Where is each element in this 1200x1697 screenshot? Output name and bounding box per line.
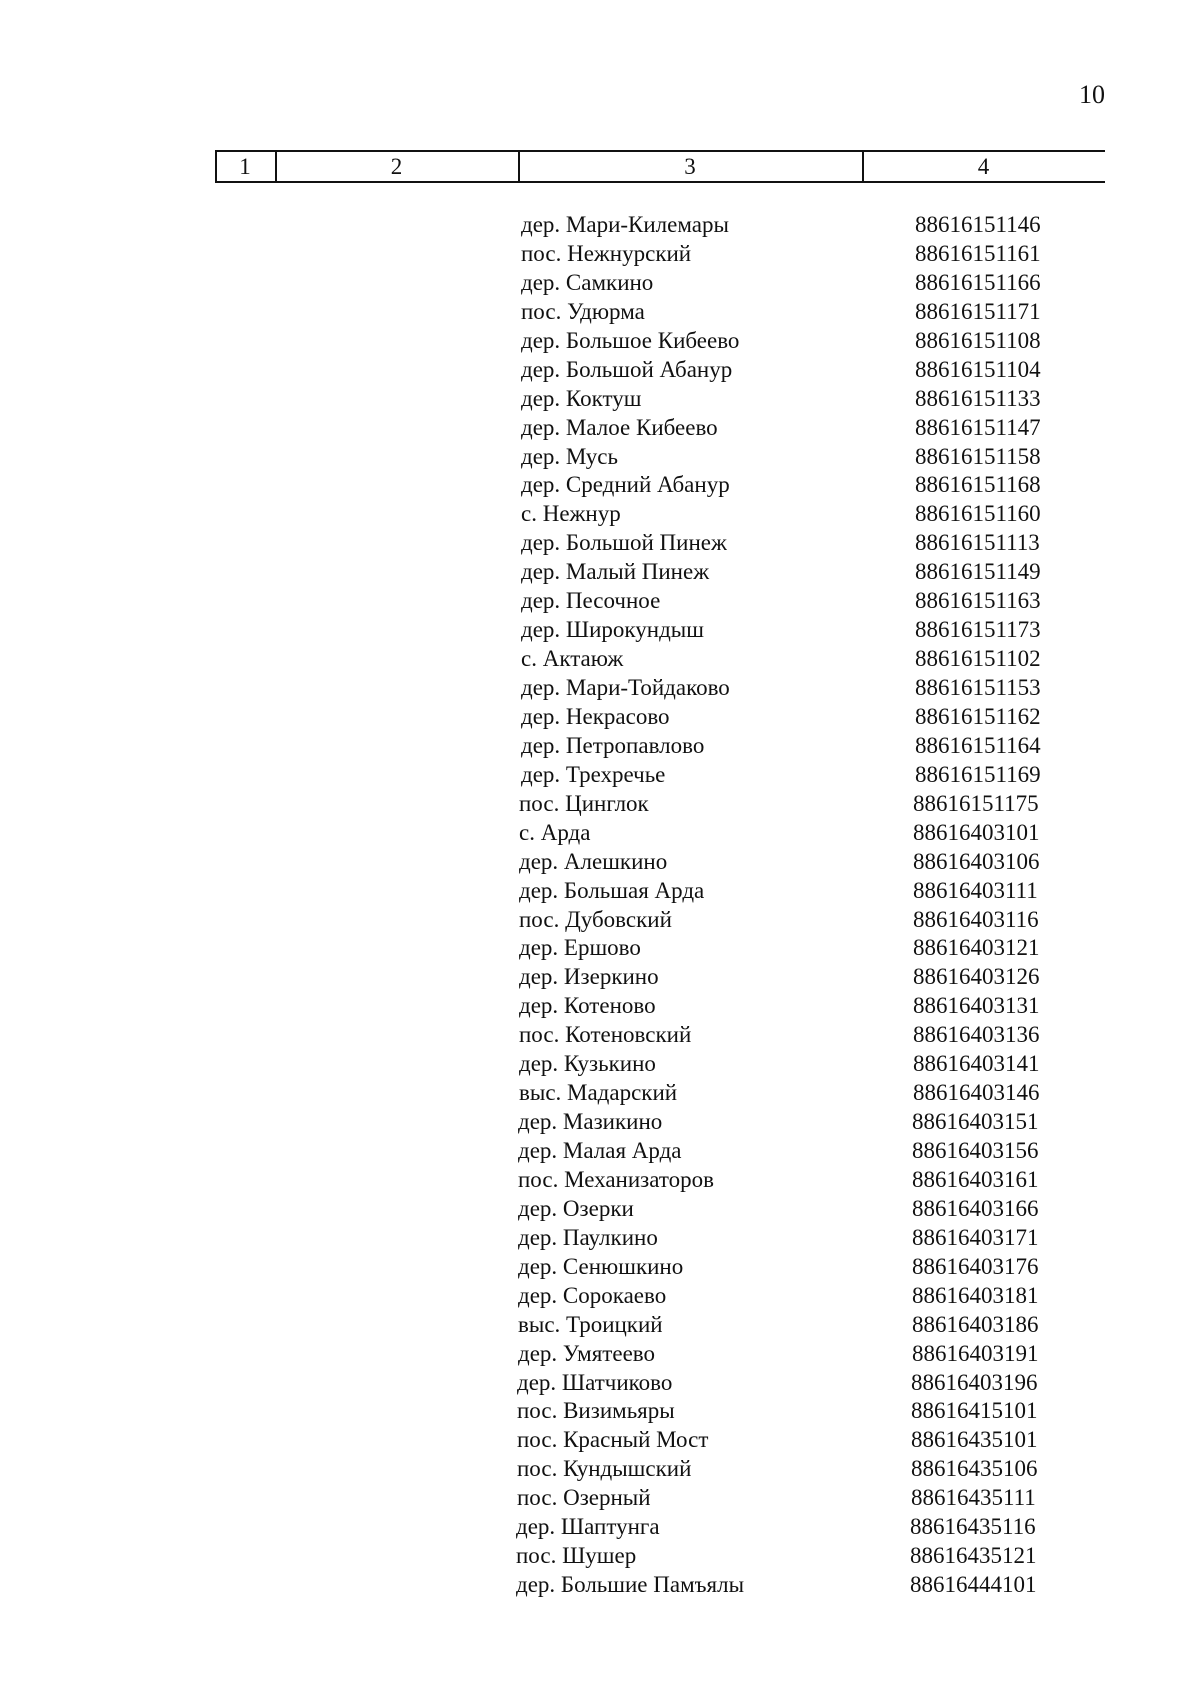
settlement-name: пос. Озерный xyxy=(517,1485,651,1511)
list-item xyxy=(505,906,1065,935)
settlement-code: 88616151153 xyxy=(915,675,1041,700)
settlement-name: дер. Широкундыш xyxy=(521,617,704,643)
table-header xyxy=(215,150,1105,184)
settlement-code: 88616403156 xyxy=(912,1138,1039,1163)
settlement-name: дер. Мари-Тойдаково xyxy=(521,675,730,700)
settlement-code: 88616403126 xyxy=(913,964,1040,990)
settlement-code: 88616403146 xyxy=(913,1080,1040,1106)
settlement-code: 88616403101 xyxy=(913,819,1040,845)
list-item xyxy=(505,1513,1065,1542)
list-item xyxy=(505,587,1065,616)
settlement-code: 88616403131 xyxy=(913,993,1040,1019)
settlement-code: 88616151173 xyxy=(915,617,1041,643)
settlement-name: пос. Цинглок xyxy=(519,790,649,816)
settlement-name: пос. Удюрма xyxy=(521,298,645,324)
list-item xyxy=(505,1542,1065,1571)
settlement-code: 88616151166 xyxy=(915,269,1041,295)
list-item xyxy=(505,674,1065,703)
list-item xyxy=(505,992,1065,1021)
settlement-name: дер. Большая Арда xyxy=(519,877,705,903)
list-item xyxy=(505,558,1065,587)
settlement-code: 88616403171 xyxy=(912,1224,1039,1250)
list-item xyxy=(505,934,1065,963)
settlement-code: 88616151175 xyxy=(913,790,1039,816)
settlement-code: 88616151108 xyxy=(915,327,1041,353)
settlement-code: 88616151164 xyxy=(915,732,1041,758)
settlement-name: дер. Петропавлово xyxy=(521,732,705,758)
list-item xyxy=(505,645,1065,674)
settlement-code: 88616151113 xyxy=(915,530,1040,556)
settlement-name: дер. Алешкино xyxy=(519,848,668,874)
settlement-code: 88616151171 xyxy=(915,298,1041,324)
list-item xyxy=(505,1021,1065,1050)
list-item xyxy=(505,1224,1065,1253)
list-item xyxy=(505,848,1065,877)
settlement-code: 88616403141 xyxy=(913,1051,1040,1077)
settlement-name: дер. Песочное xyxy=(521,588,661,614)
page-number: 10 xyxy=(1079,80,1105,109)
list-item xyxy=(505,500,1065,529)
settlement-name: пос. Нежнурский xyxy=(521,240,692,266)
list-item xyxy=(505,963,1065,992)
list-item xyxy=(505,703,1065,732)
list-item xyxy=(505,1108,1065,1137)
settlement-name: дер. Сорокаево xyxy=(518,1282,667,1308)
settlement-code: 88616403106 xyxy=(913,848,1040,874)
list-item xyxy=(505,356,1065,385)
settlement-code: 88616403111 xyxy=(913,877,1038,903)
settlement-code: 88616415101 xyxy=(911,1398,1038,1424)
settlement-name: дер. Самкино xyxy=(521,269,654,295)
list-item xyxy=(505,1340,1065,1369)
settlement-code: 88616151149 xyxy=(915,559,1041,585)
settlement-code: 88616151147 xyxy=(915,414,1041,440)
list-item xyxy=(505,732,1065,761)
list-item xyxy=(505,1311,1065,1340)
settlement-name: дер. Большое Кибеево xyxy=(521,327,740,353)
list-item xyxy=(505,1282,1065,1311)
settlement-name: с. Арда xyxy=(519,819,591,845)
settlement-code: 88616151158 xyxy=(915,443,1041,469)
list-item xyxy=(505,1426,1065,1455)
settlement-name: выс. Троицкий xyxy=(518,1311,663,1337)
header-col-3: 3 xyxy=(684,154,696,179)
list-item xyxy=(505,877,1065,906)
settlement-name: пос. Красный Мост xyxy=(517,1427,709,1453)
settlement-code: 88616403161 xyxy=(912,1166,1039,1192)
list-item xyxy=(505,761,1065,790)
settlement-code: 88616151163 xyxy=(915,588,1041,614)
settlement-code: 88616403176 xyxy=(912,1253,1039,1279)
settlement-name: дер. Большие Памъялы xyxy=(516,1572,745,1598)
settlement-code: 88616403116 xyxy=(913,906,1039,932)
settlement-code: 88616151162 xyxy=(915,703,1041,729)
header-col-4: 4 xyxy=(977,154,990,179)
settlement-name: дер. Мусь xyxy=(521,443,618,469)
settlement-name: дер. Умятеево xyxy=(518,1340,655,1366)
list-item xyxy=(505,819,1065,848)
list-item xyxy=(505,385,1065,414)
list-item xyxy=(505,790,1065,819)
settlement-code: 88616151168 xyxy=(915,472,1041,498)
settlement-name: с. Актаюж xyxy=(521,646,624,672)
list-item xyxy=(505,1166,1065,1195)
settlement-code: 88616435106 xyxy=(911,1456,1038,1482)
settlement-name: дер. Паулкино xyxy=(518,1224,658,1250)
list-item xyxy=(505,1253,1065,1282)
settlement-code: 88616435101 xyxy=(911,1427,1038,1453)
settlement-name: дер. Изеркино xyxy=(519,964,659,990)
settlement-name: дер. Большой Абанур xyxy=(521,356,733,382)
list-item xyxy=(505,327,1065,356)
settlement-name: пос. Механизаторов xyxy=(518,1166,714,1192)
settlement-name: дер. Котеново xyxy=(519,993,656,1019)
header-col-2: 2 xyxy=(390,154,403,179)
list-item xyxy=(505,616,1065,645)
list-item xyxy=(505,1079,1065,1108)
settlement-name: дер. Малый Пинеж xyxy=(521,559,710,585)
settlements-list xyxy=(505,211,1065,1600)
settlement-name: дер. Шаптунга xyxy=(516,1514,660,1540)
settlement-code: 88616403151 xyxy=(912,1109,1039,1135)
list-item xyxy=(505,471,1065,500)
settlement-code: 88616403166 xyxy=(912,1195,1039,1221)
list-item xyxy=(505,414,1065,443)
settlement-name: пос. Дубовский xyxy=(519,906,672,932)
settlement-code: 88616403181 xyxy=(912,1282,1039,1308)
settlement-code: 88616403186 xyxy=(912,1311,1039,1337)
list-item xyxy=(505,1137,1065,1166)
list-item xyxy=(505,1369,1065,1398)
list-item xyxy=(505,1050,1065,1079)
list-item xyxy=(505,1397,1065,1426)
settlement-name: выс. Мадарский xyxy=(519,1080,678,1106)
settlement-code: 88616151104 xyxy=(915,356,1041,382)
settlement-name: дер. Озерки xyxy=(518,1195,634,1221)
settlement-code: 88616151160 xyxy=(915,501,1041,527)
header-col-1: 1 xyxy=(239,154,251,179)
settlement-name: пос. Котеновский xyxy=(519,1022,692,1048)
settlement-code: 88616444101 xyxy=(910,1572,1037,1598)
list-item xyxy=(505,1484,1065,1513)
list-item xyxy=(505,529,1065,558)
settlement-code: 88616403136 xyxy=(913,1022,1040,1048)
settlement-name: пос. Кундышский xyxy=(517,1456,692,1482)
settlement-name: пос. Шушер xyxy=(516,1543,637,1569)
list-item xyxy=(505,1571,1065,1600)
settlement-code: 88616151133 xyxy=(915,385,1041,411)
settlement-name: дер. Ершово xyxy=(519,935,641,961)
list-item xyxy=(505,298,1065,327)
settlement-name: дер. Кузькино xyxy=(519,1051,656,1077)
settlement-name: дер. Малая Арда xyxy=(518,1138,682,1163)
settlement-name: дер. Некрасово xyxy=(521,703,670,729)
settlement-name: дер. Трехречье xyxy=(521,761,666,787)
settlement-code: 88616403121 xyxy=(913,935,1040,961)
settlement-name: дер. Большой Пинеж xyxy=(521,530,727,556)
settlement-name: дер. Мари-Килемары xyxy=(521,212,729,237)
list-item xyxy=(505,211,1065,240)
settlement-code: 88616403191 xyxy=(912,1340,1039,1366)
settlement-code: 88616151161 xyxy=(915,240,1041,266)
settlement-name: дер. Сенюшкино xyxy=(518,1253,684,1279)
list-item xyxy=(505,269,1065,298)
list-item xyxy=(505,1455,1065,1484)
settlement-code: 88616435116 xyxy=(910,1514,1036,1540)
settlement-name: дер. Малое Кибеево xyxy=(521,414,718,440)
settlement-code: 88616151102 xyxy=(915,646,1041,672)
settlement-name: дер. Мазикино xyxy=(518,1109,663,1135)
list-item xyxy=(505,443,1065,472)
settlement-name: дер. Коктуш xyxy=(521,385,642,411)
list-item xyxy=(505,1195,1065,1224)
settlement-code: 88616151146 xyxy=(915,212,1041,237)
settlement-code: 88616435111 xyxy=(911,1485,1036,1511)
settlement-code: 88616151169 xyxy=(915,761,1041,787)
list-item xyxy=(505,240,1065,269)
settlement-name: пос. Визимьяры xyxy=(517,1398,675,1424)
header-bottom-rule xyxy=(215,181,1105,183)
settlement-name: с. Нежнур xyxy=(521,501,621,527)
settlement-name: дер. Средний Абанур xyxy=(521,472,730,498)
settlement-code: 88616435121 xyxy=(910,1543,1037,1569)
settlement-code: 88616403196 xyxy=(911,1369,1038,1395)
settlement-name: дер. Шатчиково xyxy=(517,1369,673,1395)
